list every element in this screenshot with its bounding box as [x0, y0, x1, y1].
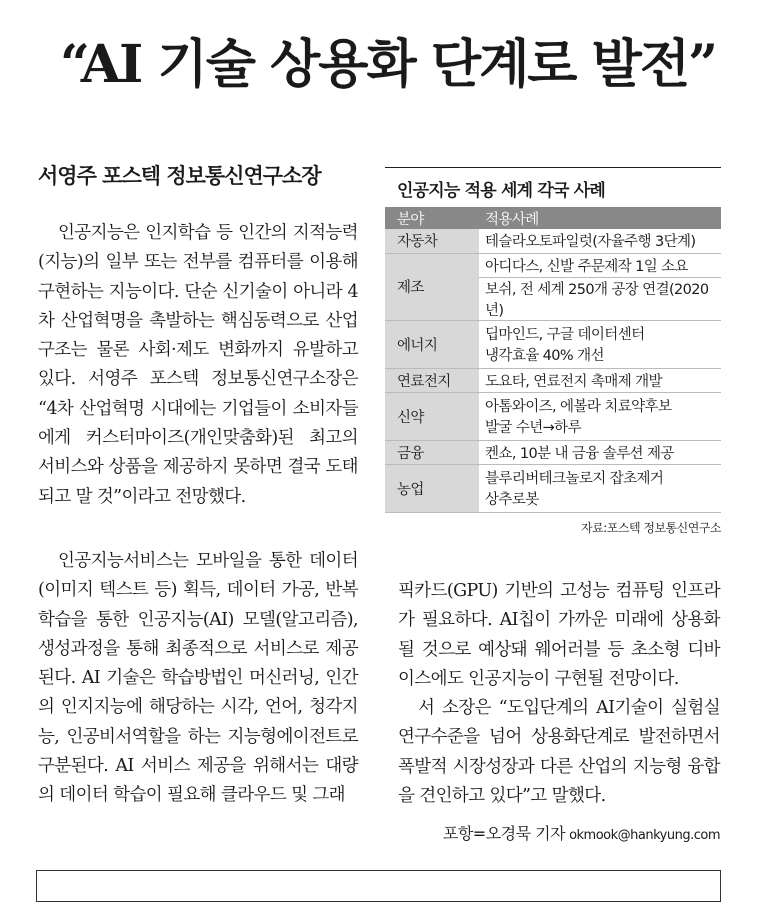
- table-cell-case: 보쉬, 전 세계 250개 공장 연결(2020년): [479, 277, 721, 320]
- case-line: 딥마인드, 구글 데이터센터: [485, 327, 645, 343]
- table-cell-case: 켄쇼, 10분 내 금융 솔루션 제공: [479, 440, 721, 464]
- table-row: [385, 392, 721, 440]
- headline: “AI 기술 상용화 단계로 발전”: [59, 34, 717, 95]
- table-header-row: [385, 207, 721, 229]
- table-cell-field: 에너지: [385, 320, 479, 368]
- table-cell-case: 테슬라오토파일럿(자율주행 3단계): [479, 229, 721, 253]
- case-line: 상추로봇: [485, 492, 539, 508]
- table-cell-field: 제조: [385, 253, 479, 320]
- table-header-field: 분야: [385, 207, 479, 229]
- table-cell-case: [479, 320, 721, 368]
- byline: 서영주 포스텍 정보통신연구소장: [38, 164, 321, 188]
- case-table: [385, 207, 721, 513]
- table-row: [385, 229, 721, 253]
- table-cell-case: [479, 392, 721, 440]
- table-cell-field: 연료전지: [385, 368, 479, 392]
- table-row: [385, 320, 721, 368]
- table-cell-case: 아디다스, 신발 주문제작 1일 소요: [479, 253, 721, 277]
- table-row: [385, 464, 721, 512]
- bottom-box-border: [36, 870, 721, 902]
- body-paragraph: 서 소장은 “도입단계의 AI기술이 실험실 연구수준을 넘어 상용화단계로 발전하면서 폭발적 시장성장과 다른 산업의 지능형 융합을 견인하고 있다”고 말했다.: [398, 698, 720, 807]
- table-cell-field: 농업: [385, 464, 479, 512]
- body-paragraph: 픽카드(GPU) 기반의 고성능 컴퓨팅 인프라가 필요하다. AI칩이 가까운 미래에 상용화될 것으로 예상돼 웨어러블 등 초소형 디바이스에도 인공지능이 구현될 전망이다.: [398, 581, 720, 689]
- table-title: 인공지능 적용 세계 각국 사례: [385, 167, 721, 207]
- table-row: [385, 368, 721, 392]
- table-source: 자료:포스텍 정보통신연구소: [581, 520, 721, 535]
- reporter-name: 포항=오경묵 기자: [442, 824, 566, 843]
- body-column-left-top: [38, 219, 358, 512]
- table-cell-case: 도요타, 연료전지 촉매제 개발: [479, 368, 721, 392]
- table-header-cases: 적용사례: [479, 207, 721, 229]
- table-cell-field: 자동차: [385, 229, 479, 253]
- case-line: 아톰와이즈, 에볼라 치료약후보: [485, 399, 672, 415]
- body-column-right: [398, 577, 720, 811]
- table-row: [385, 440, 721, 464]
- case-table-box: [385, 167, 721, 536]
- table-cell-case: [479, 464, 721, 512]
- reporter-credit: [443, 821, 720, 844]
- body-paragraph: 인공지능은 인지학습 등 인간의 지적능력(지능)의 일부 또는 전부를 컴퓨터를 이용해 구현하는 지능이다. 단순 신기술이 아니라 4차 산업혁명을 촉발하는 핵심동력으로 산업구조는 물론 사회·제도 변화까지 유발하고 있다. 서영주 포스텍 정보통신연구소장은 “4차 산업혁명 시대에는 기업들이 소비자들에게 커스터마이즈(개인맞춤화)된 최고의 서비스와 상품을 제공하지 못하면 결국 도태되고 말 것”이라고 전망했다.: [38, 223, 358, 507]
- reporter-email: okmook@hankyung.com: [569, 828, 720, 843]
- table-row: [385, 253, 721, 277]
- case-line: 블루리버테크놀로지 잡초제거: [485, 471, 664, 487]
- table-cell-field: 금융: [385, 440, 479, 464]
- body-column-left-bottom: [38, 547, 358, 811]
- table-cell-field: 신약: [385, 392, 479, 440]
- case-line: 냉각효율 40% 개선: [485, 348, 604, 364]
- case-line: 발굴 수년→하루: [485, 420, 582, 436]
- body-paragraph: 인공지능서비스는 모바일을 통한 데이터(이미지 텍스트 등) 획득, 데이터 가공, 반복학습을 통한 인공지능(AI) 모델(알고리즘), 생성과정을 통해 최종적으로 서비스로 제공된다. AI 기술은 학습방법인 머신러닝, 인간의 인지지능에 해당하는 시각, 언어, 청각지능, 인공비서역할을 하는 지능형에이전트로 구분된다. AI 서비스 제공을 위해서는 대량의 데이터 학습이 필요해 클라우드 및 그래: [38, 551, 358, 806]
